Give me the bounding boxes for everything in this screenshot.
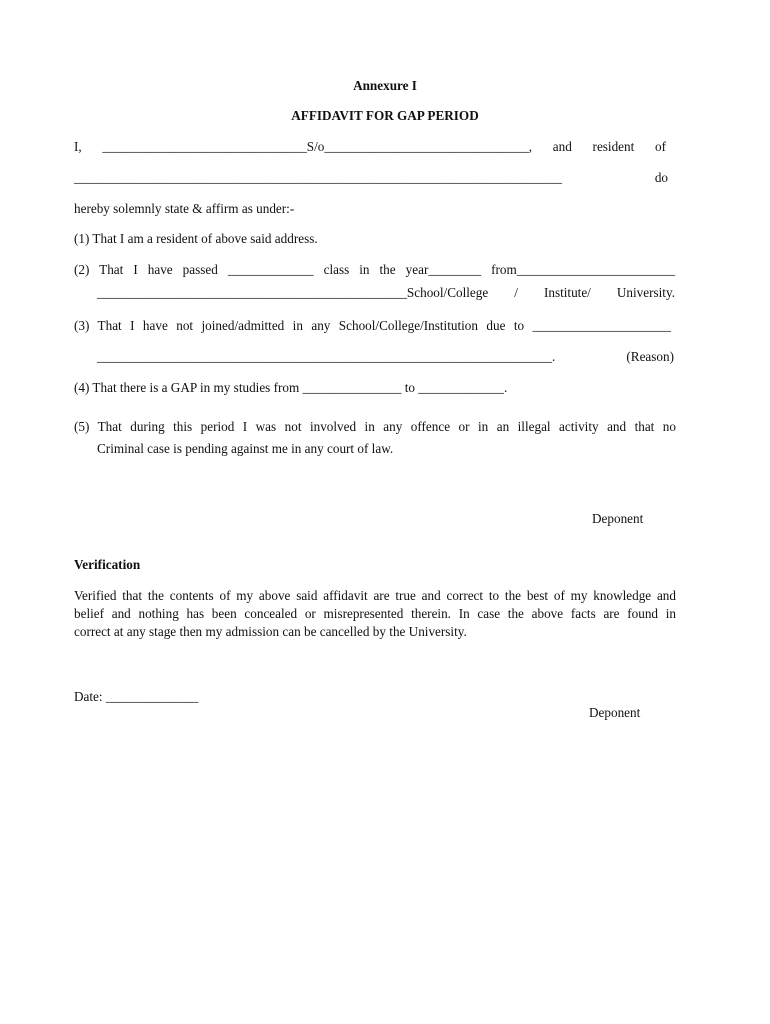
annexure-label: Annexure I [353, 78, 417, 93]
verification-line-1: Verified that the contents of my above said affidavit are true and correct to the best of my knowledge and [74, 588, 676, 603]
item-2-line-1: (2) That I have passed _____________ class in the year________ from________________________ [74, 262, 675, 277]
item-5-line-1: (5) That during this period I was not involved in any offence or in an illegal activity and that no [74, 419, 676, 434]
deponent-signature-2: Deponent [589, 705, 641, 720]
intro-line-1: I, _______________________________S/o_______________________________, and resident of [74, 139, 666, 154]
date-field: Date: ______________ [74, 689, 199, 704]
document-title: AFFIDAVIT FOR GAP PERIOD [291, 108, 479, 123]
verification-line-3: correct at any stage then my admission can be cancelled by the University. [74, 624, 467, 639]
item-3-line-2: _____________________________________________________________________. (Reason) [97, 349, 674, 364]
item-2-line-2: _______________________________________________School/College / Institute/ University. [97, 285, 675, 300]
item-3-line-1: (3) That I have not joined/admitted in any School/College/Institution due to _____________________ [74, 318, 671, 333]
verification-heading: Verification [74, 557, 141, 572]
item-1: (1) That I am a resident of above said address. [74, 231, 318, 246]
verification-line-2: belief and nothing has been concealed or misrepresented therein. In case the above facts are found in [74, 606, 676, 621]
item-4: (4) That there is a GAP in my studies from _______________ to _____________. [74, 380, 508, 395]
item-5-line-2: Criminal case is pending against me in any court of law. [97, 441, 394, 456]
intro-line-2: __________________________________________________________________________ do [74, 170, 668, 185]
intro-line-3: hereby solemnly state & affirm as under:- [74, 201, 295, 216]
deponent-signature-1: Deponent [592, 511, 644, 526]
